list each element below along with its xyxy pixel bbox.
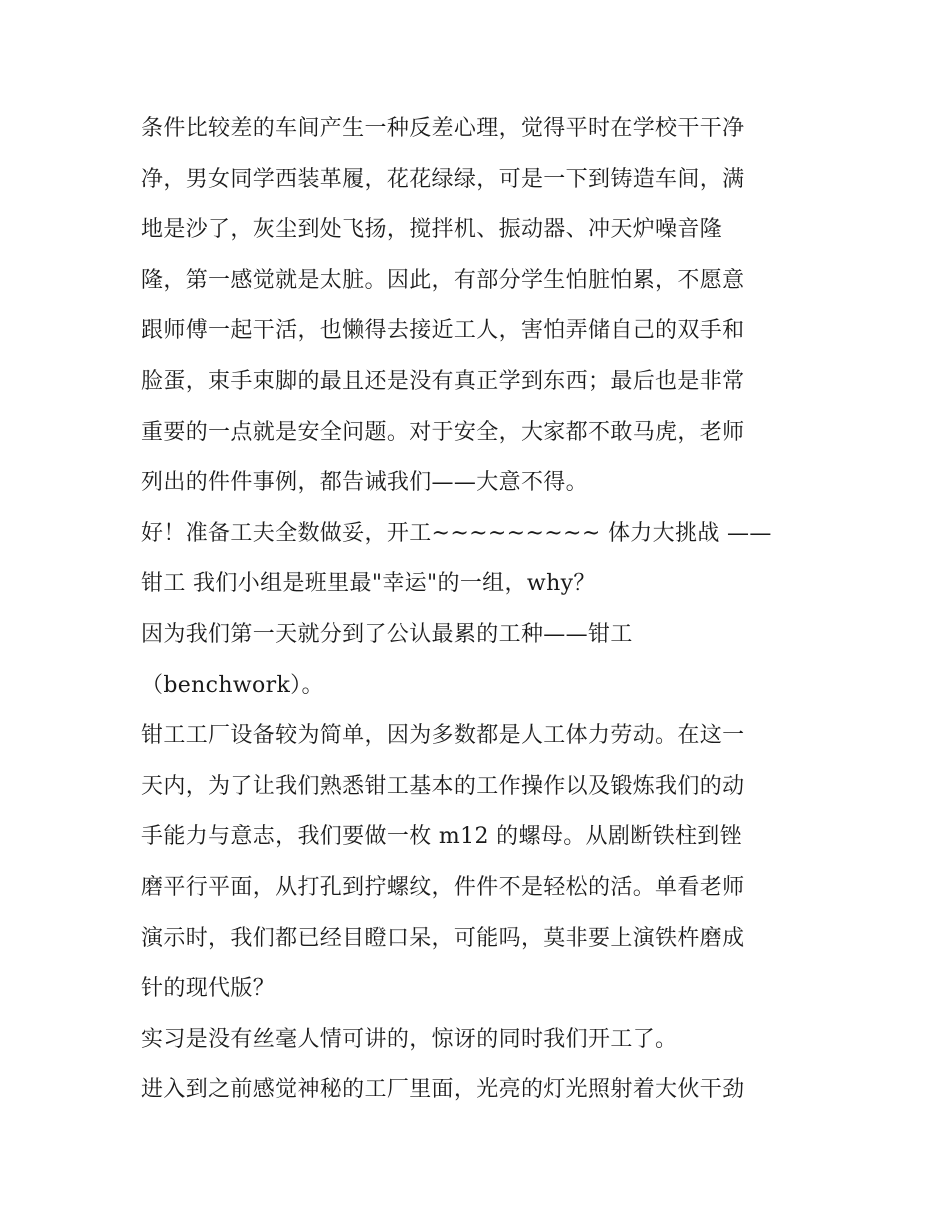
text-line: （benchwork）。 — [141, 672, 324, 698]
text-line: 针的现代版？ — [141, 976, 276, 1002]
text-line: 磨平行平面，从打孔到拧螺纹，件件不是轻松的活。单看老师 — [141, 874, 745, 900]
text-line: 列出的件件事例，都告诫我们——大意不得。 — [141, 470, 589, 496]
text-line: 条件比较差的车间产生一种反差心理，觉得平时在学校干干净 — [141, 116, 745, 141]
text-line: 手能力与意志，我们要做一枚 m12 的螺母。从剧断铁柱到锉 — [141, 824, 742, 850]
text-line: 脸蛋，束手束脚的最且还是没有真正学到东西；最后也是非常 — [141, 368, 745, 394]
text-line: 隆，第一感觉就是太脏。因此，有部分学生怕脏怕累，不愿意 — [141, 267, 745, 293]
text-line: 跟师傅一起干活，也懒得去接近工人，害怕弄储自己的双手和 — [141, 318, 745, 344]
text-line: 钳工 我们小组是班里最"幸运"的一组，why？ — [141, 571, 596, 597]
text-line: 地是沙了，灰尘到处飞扬，搅拌机、振动器、冲天炉噪音隆 — [141, 217, 723, 243]
text-line: 重要的一点就是安全问题。对于安全，大家都不敢马虎，老师 — [141, 419, 745, 445]
text-line: 因为我们第一天就分到了公认最累的工种——钳工 — [141, 621, 633, 647]
text-line: 实习是没有丝毫人情可讲的，惊讶的同时我们开工了。 — [141, 1026, 678, 1052]
text-line: 天内，为了让我们熟悉钳工基本的工作操作以及锻炼我们的动 — [141, 773, 745, 799]
text-line: 演示时，我们都已经目瞪口呆，可能吗，莫非要上演铁杵磨成 — [141, 925, 745, 951]
text-line: 好！准备工夫全数做妥，开工~~~~~~~~~ 体力大挑战 —— — [141, 520, 772, 546]
text-line: 钳工工厂设备较为简单，因为多数都是人工体力劳动。在这一 — [141, 723, 745, 749]
body-text — [141, 104, 816, 1116]
text-line: 进入到之前感觉神秘的工厂里面，光亮的灯光照射着大伙干劲 — [141, 1077, 745, 1103]
text-line: 净，男女同学西装革履，花花绿绿，可是一下到铸造车间，满 — [141, 166, 745, 192]
